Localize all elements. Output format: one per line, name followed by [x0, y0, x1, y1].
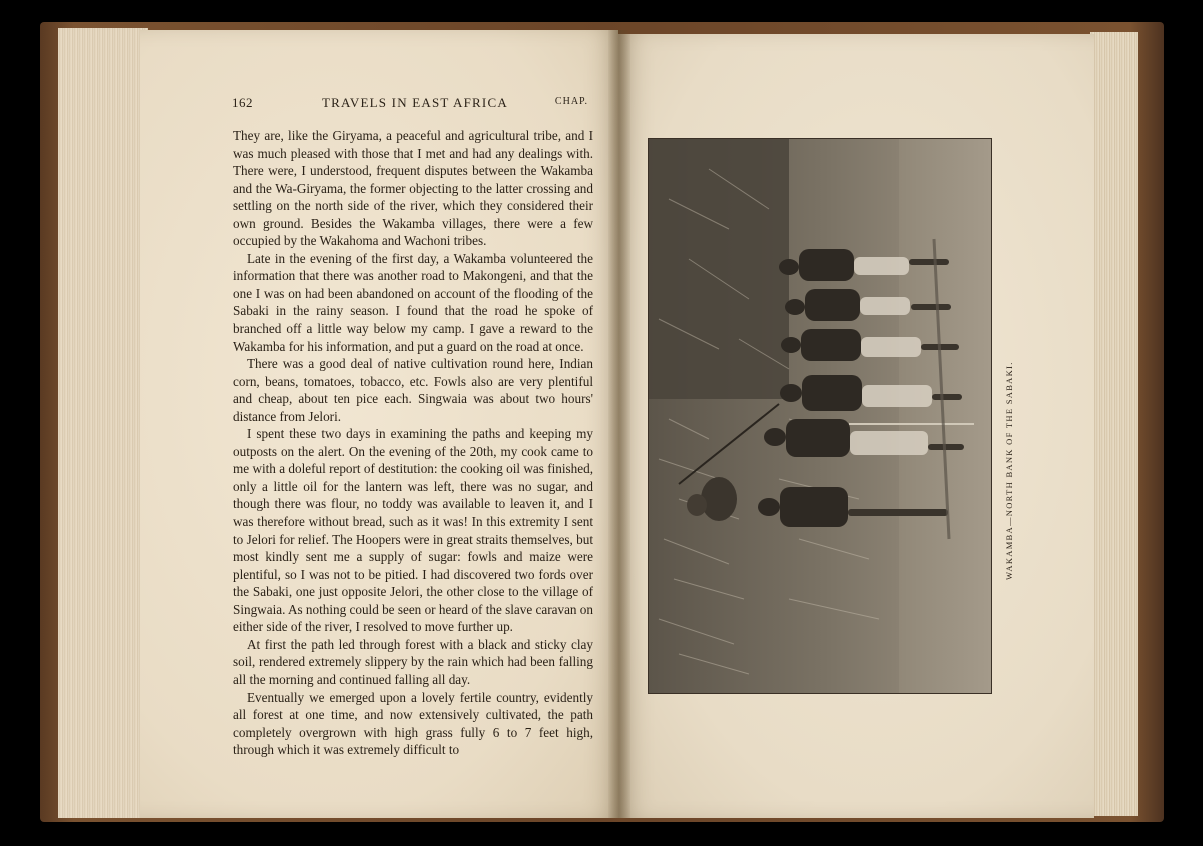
- book-gutter: [608, 30, 630, 818]
- chapter-mark: CHAP.: [554, 96, 588, 107]
- photo-illustration: [649, 139, 991, 693]
- running-head: [232, 95, 588, 113]
- running-title: TRAVELS IN EAST AFRICA: [322, 95, 508, 110]
- right-page-edges: [1090, 32, 1138, 816]
- page-number: 162: [232, 95, 253, 110]
- photo-plate: [648, 138, 992, 694]
- paragraph: At first the path led through forest with a black and sticky clay soil, rendered extremely slippery by the rain which had been falling all the morning and continued falling all day.: [233, 636, 593, 687]
- paragraph: I spent these two days in examining the paths and keeping my outposts on the alert. On the evening of the 20th, my cook came to me with a doleful report of destitution: the cooking oil was finished, only a little oil for the lantern was left, there was no sugar, and though there was flour, no toddy was available to leaven it, and I was therefore without bread, such as it was! In this extremity I sent to Jelori for relief. The Hoopers were in great straits themselves, but most kindly sent me a supply of sugar: fowls and maize were plentiful, so I was not to be pitied. I had discovered two fords over the Sabaki, one just opposite Jelori, the other close to the village of Singwaia. As nothing could be seen or heard of the slave caravan on either side of the river, I resolved to move further up.: [233, 426, 593, 635]
- left-page-edges: [58, 28, 148, 818]
- gourd-small: [687, 494, 707, 516]
- body-text: [233, 127, 593, 759]
- foliage-area: [649, 139, 789, 399]
- paragraph: Eventually we emerged upon a lovely fertile country, evidently all forest at one time, and now extensively cultivated, the path completely overgrown with high grass fully 6 to 7 feet high, through which it was extremely difficult to: [233, 689, 593, 758]
- plate-caption: WAKAMBA—NORTH BANK OF THE SABAKI.: [1004, 361, 1014, 580]
- paragraph: They are, like the Giryama, a peaceful and agricultural tribe, and I was much pleased with those that I met and had any dealings with. There were, I understood, frequent disputes between the Wakamba and the Wa-Giryama, the former objecting to the latter crossing and settling on the north side of the river, which they considered their own ground. Besides the Wakamba villages, there were a few occupied by the Wakahoma and Wachoni tribes.: [233, 128, 593, 249]
- gourd-large: [701, 477, 737, 521]
- paragraph: There was a good deal of native cultivation round here, Indian corn, beans, tomatoes, tobacco, etc. Fowls also are very plentiful and cheap, about ten pice each. Singwaia was about two hours' distance from Jelori.: [233, 356, 593, 424]
- paragraph: Late in the evening of the first day, a Wakamba volunteered the information that there was another road to Makongeni, and that the one I was on had been abandoned on account of the flooding of the Sabaki in the rainy season. I found that the road he spoke of branched off a little way below my camp. I gave a reward to the Wakamba for his information, and put a guard on the road at once.: [233, 250, 593, 354]
